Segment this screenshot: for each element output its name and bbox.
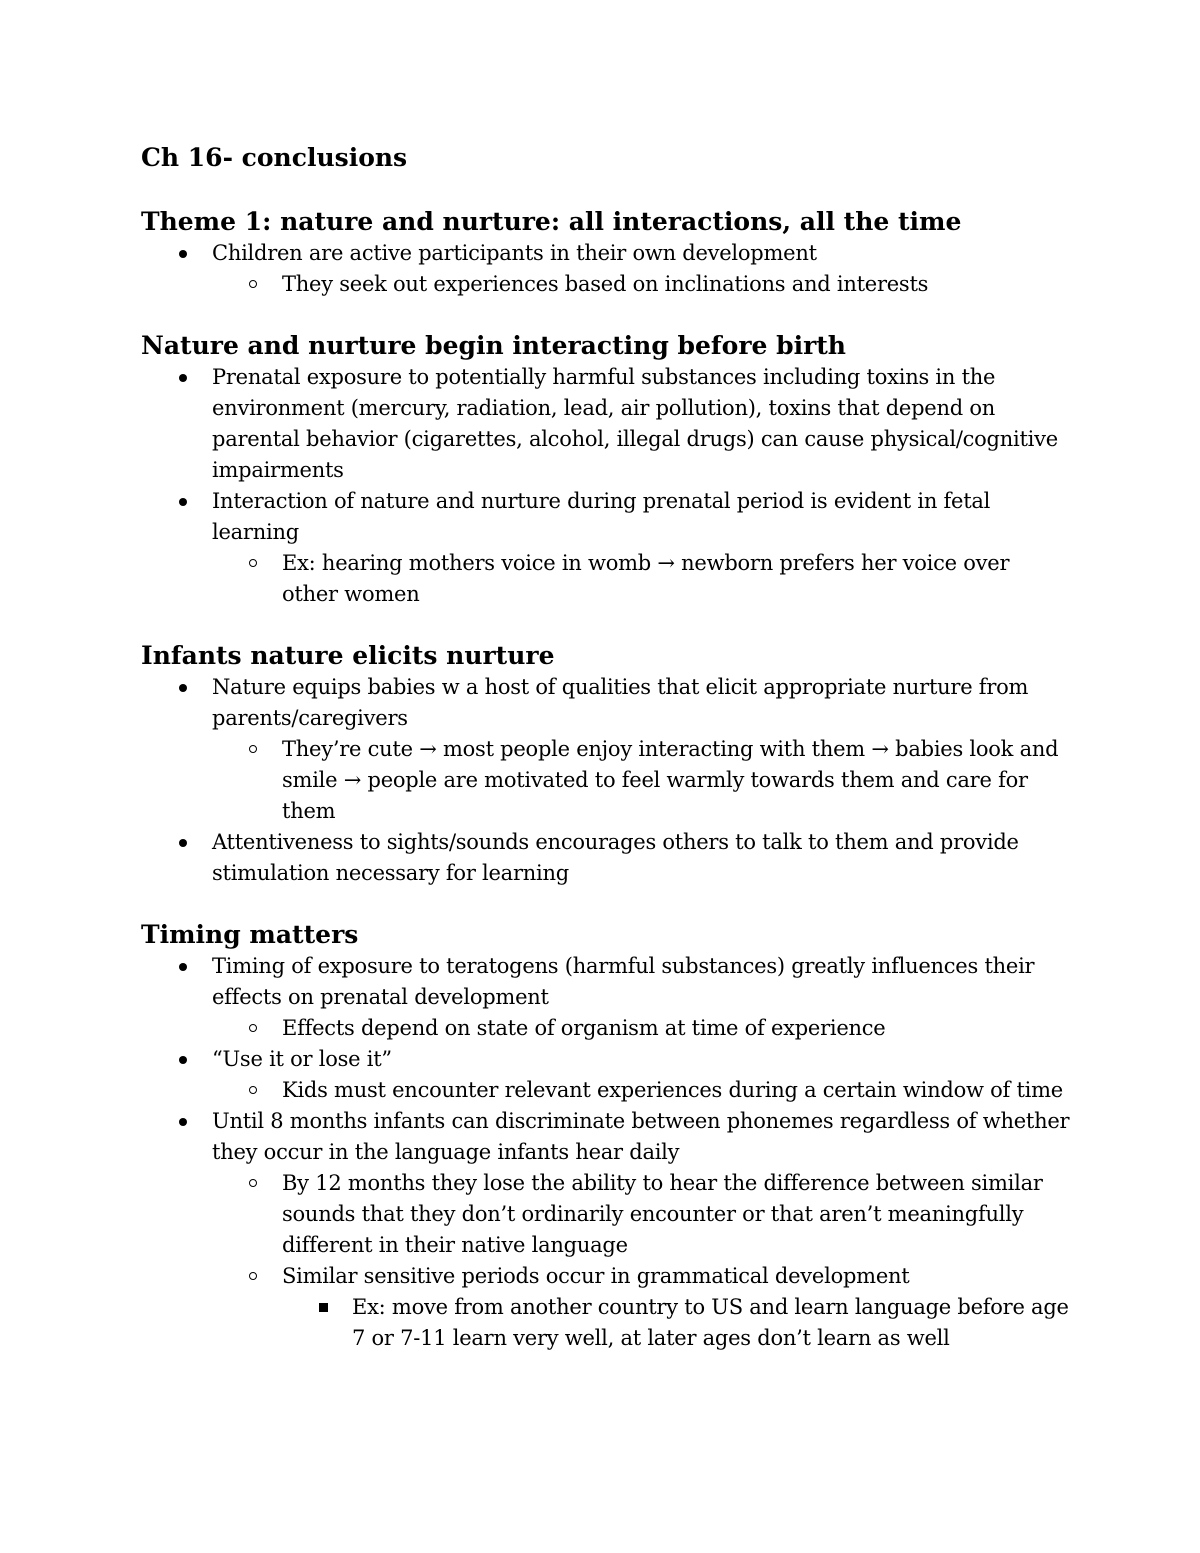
list-item-text: Prenatal exposure to potentially harmful substances including toxins in the environment (mercury, radiation, lead, air pollution), toxins that depend on parental behavior (cigarettes, alcohol, illegal drugs) can cause physical/cognitive impairments bbox=[212, 365, 1058, 482]
list-item bbox=[141, 362, 1071, 486]
filled-bullet-icon bbox=[179, 1056, 187, 1064]
list-item-text: “Use it or lose it” bbox=[212, 1047, 392, 1071]
list-item-text: Ex: hearing mothers voice in womb → newborn prefers her voice over other women bbox=[282, 551, 1010, 606]
list-item-text: By 12 months they lose the ability to hear the difference between similar sounds that they don’t ordinarily encounter or that aren’t meaningfully different in their native language bbox=[282, 1171, 1043, 1257]
list-item-text: They’re cute → most people enjoy interacting with them → babies look and smile → people are motivated to feel warmly towards them and care for them bbox=[282, 737, 1059, 823]
list-item-text: Kids must encounter relevant experiences during a certain window of time bbox=[282, 1078, 1063, 1102]
list-item bbox=[141, 672, 1071, 734]
list-item bbox=[141, 238, 1071, 269]
section-heading: Timing matters bbox=[141, 920, 359, 949]
list-item bbox=[141, 1292, 1071, 1354]
list-item bbox=[141, 269, 1071, 300]
hollow-bullet-icon bbox=[249, 1024, 257, 1032]
section-heading: Theme 1: nature and nurture: all interactions, all the time bbox=[141, 207, 962, 236]
list-item-text: Interaction of nature and nurture during prenatal period is evident in fetal learning bbox=[212, 489, 991, 544]
hollow-bullet-icon bbox=[249, 1272, 257, 1280]
list-item bbox=[141, 827, 1071, 889]
section-heading: Infants nature elicits nurture bbox=[141, 641, 555, 670]
list-item bbox=[141, 1261, 1071, 1292]
bullet-list bbox=[141, 672, 1071, 889]
list-item-text: Similar sensitive periods occur in grammatical development bbox=[282, 1264, 910, 1288]
filled-bullet-icon bbox=[179, 1118, 187, 1126]
list-item bbox=[141, 548, 1071, 610]
filled-bullet-icon bbox=[179, 374, 187, 382]
list-item bbox=[141, 1168, 1071, 1261]
list-item-text: They seek out experiences based on inclinations and interests bbox=[282, 272, 929, 296]
filled-bullet-icon bbox=[179, 250, 187, 258]
list-item bbox=[141, 1106, 1071, 1168]
bullet-list bbox=[141, 362, 1071, 610]
filled-bullet-icon bbox=[179, 963, 187, 971]
list-item-text: Effects depend on state of organism at time of experience bbox=[282, 1016, 886, 1040]
hollow-bullet-icon bbox=[249, 280, 257, 288]
list-item-text: Children are active participants in their own development bbox=[212, 241, 817, 265]
list-item-text: Ex: move from another country to US and learn language before age 7 or 7-11 learn very well, at later ages don’t learn as well bbox=[352, 1295, 1069, 1350]
hollow-bullet-icon bbox=[249, 1179, 257, 1187]
bullet-list bbox=[141, 951, 1071, 1354]
hollow-bullet-icon bbox=[249, 745, 257, 753]
square-bullet-icon bbox=[319, 1303, 328, 1312]
filled-bullet-icon bbox=[179, 684, 187, 692]
list-item bbox=[141, 1013, 1071, 1044]
filled-bullet-icon bbox=[179, 498, 187, 506]
document-title: Ch 16- conclusions bbox=[141, 143, 408, 172]
document-page bbox=[141, 138, 1071, 1384]
filled-bullet-icon bbox=[179, 839, 187, 847]
section-heading: Nature and nurture begin interacting before birth bbox=[141, 331, 846, 360]
list-item-text: Attentiveness to sights/sounds encourages others to talk to them and provide stimulation necessary for learning bbox=[212, 830, 1019, 885]
hollow-bullet-icon bbox=[249, 559, 257, 567]
list-item bbox=[141, 1075, 1071, 1106]
list-item-text: Timing of exposure to teratogens (harmful substances) greatly influences their effects on prenatal development bbox=[212, 954, 1035, 1009]
section-timing-matters bbox=[141, 919, 1071, 1354]
section-theme-1 bbox=[141, 206, 1071, 300]
list-item bbox=[141, 1044, 1071, 1075]
list-item bbox=[141, 951, 1071, 1013]
bullet-list bbox=[141, 238, 1071, 300]
list-item-text: Until 8 months infants can discriminate between phonemes regardless of whether they occur in the language infants hear daily bbox=[212, 1109, 1070, 1164]
section-infants-nature bbox=[141, 640, 1071, 889]
list-item-text: Nature equips babies w a host of qualities that elicit appropriate nurture from parents/caregivers bbox=[212, 675, 1029, 730]
list-item bbox=[141, 734, 1071, 827]
section-before-birth bbox=[141, 330, 1071, 610]
hollow-bullet-icon bbox=[249, 1086, 257, 1094]
list-item bbox=[141, 486, 1071, 548]
